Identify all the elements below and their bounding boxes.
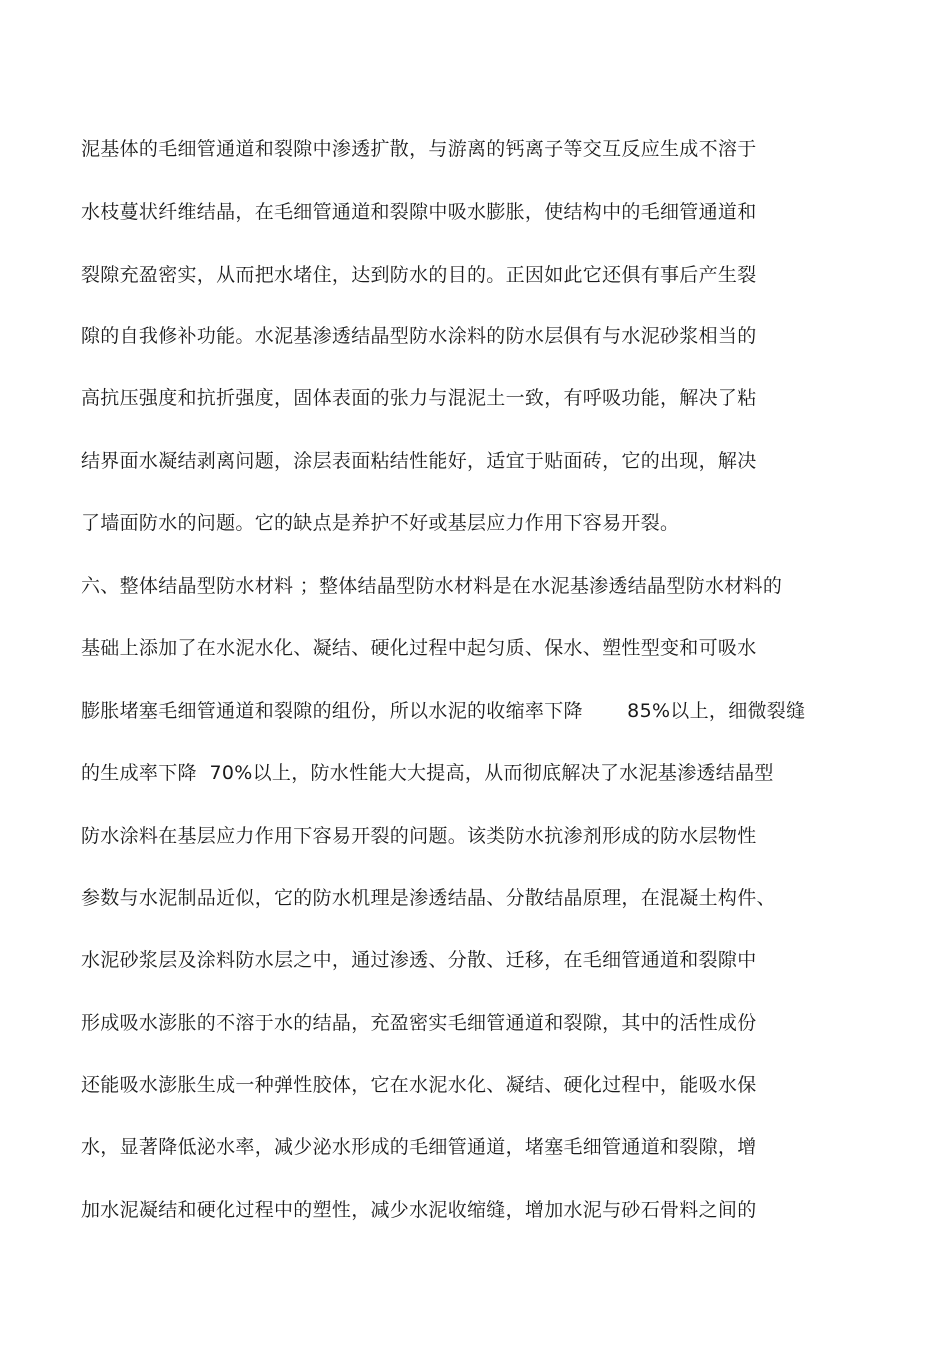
- text-line: 的生成率下降 70%以上，防水性能大大提高，从而彻底解决了水泥基渗透结晶型: [81, 762, 774, 784]
- text-line: 水泥砂浆层及涂料防水层之中，通过渗透、分散、迁移，在毛细管通道和裂隙中: [81, 949, 757, 971]
- text-line: 隙的自我修补功能。水泥基渗透结晶型防水涂料的防水层俱有与水泥砂浆相当的: [81, 325, 757, 347]
- text-line: 基础上添加了在水泥水化、凝结、硬化过程中起匀质、保水、塑性型变和可吸水: [81, 637, 757, 659]
- text-line: 还能吸水澎胀生成一种弹性胶体，它在水泥水化、凝结、硬化过程中，能吸水保: [81, 1074, 757, 1096]
- text-line: 了墙面防水的问题。它的缺点是养护不好或基层应力作用下容易开裂。: [81, 512, 680, 534]
- text-line: 加水泥凝结和硬化过程中的塑性，减少水泥收缩缝，增加水泥与砂石骨料之间的: [81, 1199, 757, 1221]
- text-line: 结界面水凝结剥离问题，涂层表面粘结性能好，适宜于贴面砖，它的出现，解决: [81, 450, 757, 472]
- text-line: 泥基体的毛细管通道和裂隙中渗透扩散，与游离的钙离子等交互反应生成不溶于: [81, 138, 757, 160]
- text-line: 防水涂料在基层应力作用下容易开裂的问题。该类防水抗渗剂形成的防水层物性: [81, 825, 757, 847]
- text-line: 参数与水泥制品近似，它的防水机理是渗透结晶、分散结晶原理，在混凝土构件、: [81, 887, 776, 909]
- text-line: 水枝蔓状纤维结晶，在毛细管通道和裂隙中吸水膨胀，使结构中的毛细管通道和: [81, 201, 757, 223]
- text-line: 膨胀堵塞毛细管通道和裂隙的组份，所以水泥的收缩率下降 85%以上，细微裂缝: [81, 700, 806, 722]
- text-line: 六、整体结晶型防水材料 ；整体结晶型防水材料是在水泥基渗透结晶型防水材料的: [81, 575, 783, 597]
- text-line: 裂隙充盈密实，从而把水堵住，达到防水的目的。正因如此它还俱有事后产生裂: [81, 264, 757, 286]
- text-line: 形成吸水澎胀的不溶于水的结晶，充盈密实毛细管通道和裂隙，其中的活性成份: [81, 1012, 757, 1034]
- text-line: 水，显著降低泌水率，减少泌水形成的毛细管通道，堵塞毛细管通道和裂隙，增: [81, 1136, 757, 1158]
- text-line: 高抗压强度和抗折强度，固体表面的张力与混泥土一致，有呼吸功能，解决了粘: [81, 387, 757, 409]
